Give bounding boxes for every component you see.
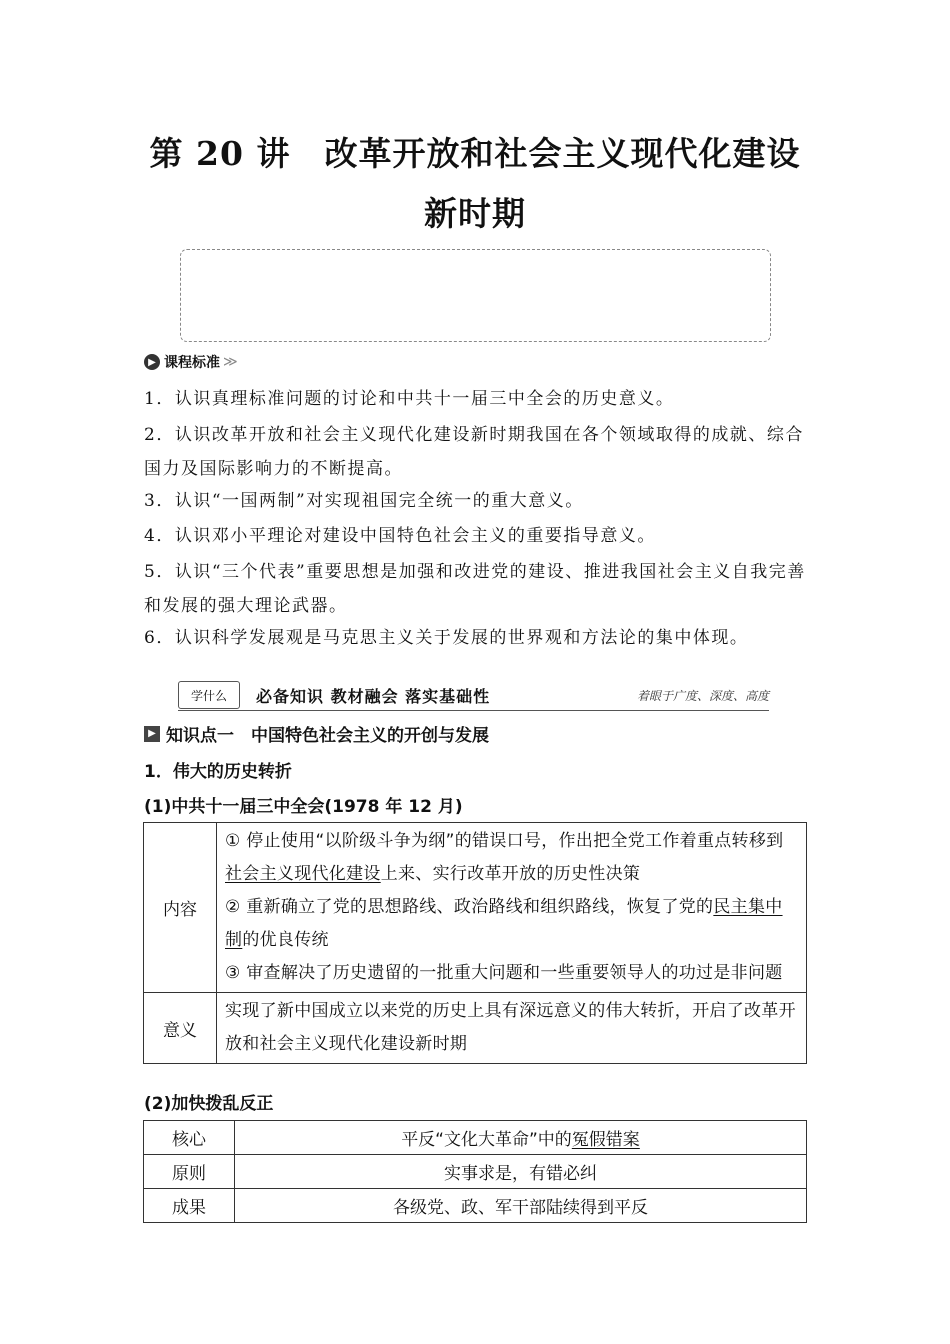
curriculum-heading (144, 352, 238, 372)
result-cell: 各级党、政、军干部陆续得到平反 (235, 1189, 807, 1223)
underlined-term: 冤假错案 (571, 1130, 640, 1150)
content-point-1: ① 停止使用“以阶级斗争为纲”的错误口号，作出把全党工作着重点转移到社会主义现代化建设上来、实行改革开放的历史性决策 (225, 831, 784, 884)
content-label: 内容 (144, 823, 217, 993)
underlined-term: 民主集中制 (225, 897, 783, 950)
result-label: 成果 (144, 1189, 235, 1223)
content-point-2: ② 重新确立了党的思想路线、政治路线和组织路线，恢复了党的民主集中制的优良传统 (225, 897, 783, 950)
triangle-icon: ▶ (144, 726, 160, 742)
standard-item: 5．认识“三个代表”重要思想是加强和改进党的建设、推进我国社会主义自我完善和发展的强大理论武器。 (144, 562, 806, 616)
principle-cell: 实事求是，有错必纠 (235, 1155, 807, 1189)
banner-logo: 学什么 (178, 681, 240, 709)
principle-label: 原则 (144, 1155, 235, 1189)
standard-item: 4．认识邓小平理论对建设中国特色社会主义的重要指导意义。 (144, 526, 656, 546)
knowledge-point-heading (144, 721, 489, 746)
content-cell (217, 823, 807, 993)
plenum-table (143, 822, 807, 1064)
lesson-title-line2: 新时期 (424, 194, 526, 233)
play-circle-icon: ▶ (144, 354, 160, 370)
heading-historic-turn: 1．伟大的历史转折 (144, 762, 292, 782)
banner-main-text: 必备知识 教材融会 落实基础性 (256, 686, 491, 706)
meaning-cell: 实现了新中国成立以来党的历史上具有深远意义的伟大转折，开启了改革开放和社会主义现代化建设新时期 (217, 993, 807, 1064)
subheading-plenum: (1)中共十一届三中全会(1978 年 12 月) (144, 797, 463, 817)
curriculum-heading-label: 课程标准 (164, 355, 220, 371)
core-cell: 平反“文化大革命”中的冤假错案 (235, 1121, 807, 1155)
standard-item: 1．认识真理标准问题的讨论和中共十一届三中全会的历史意义。 (144, 389, 675, 409)
core-label: 核心 (144, 1121, 235, 1155)
section-banner (178, 680, 769, 711)
standard-item: 3．认识“一国两制”对实现祖国完全统一的重大意义。 (144, 491, 584, 511)
lesson-title-line1: 第 20 讲 改革开放和社会主义现代化建设 (149, 134, 801, 173)
standard-item: 2．认识改革开放和社会主义现代化建设新时期我国在各个领域取得的成就、综合国力及国际影响力的不断提高。 (144, 425, 804, 479)
standard-item: 6．认识科学发展观是马克思主义关于发展的世界观和方法论的集中体现。 (144, 628, 749, 648)
content-point-3: ③ 审查解决了历史遗留的一批重大问题和一些重要领导人的功过是非问题 (225, 963, 783, 983)
meaning-label: 意义 (144, 993, 217, 1064)
banner-sub-text: 着眼于广度、深度、高度 (636, 688, 769, 703)
knowledge-point-label: 知识点一 中国特色社会主义的开创与发展 (166, 726, 489, 746)
subheading-corrections: (2)加快拨乱反正 (144, 1094, 274, 1114)
corrections-table (143, 1120, 807, 1223)
double-chevron-icon: ≫ (223, 354, 238, 370)
underlined-term: 社会主义现代化建设 (225, 864, 381, 884)
dashed-placeholder-box (180, 249, 771, 342)
